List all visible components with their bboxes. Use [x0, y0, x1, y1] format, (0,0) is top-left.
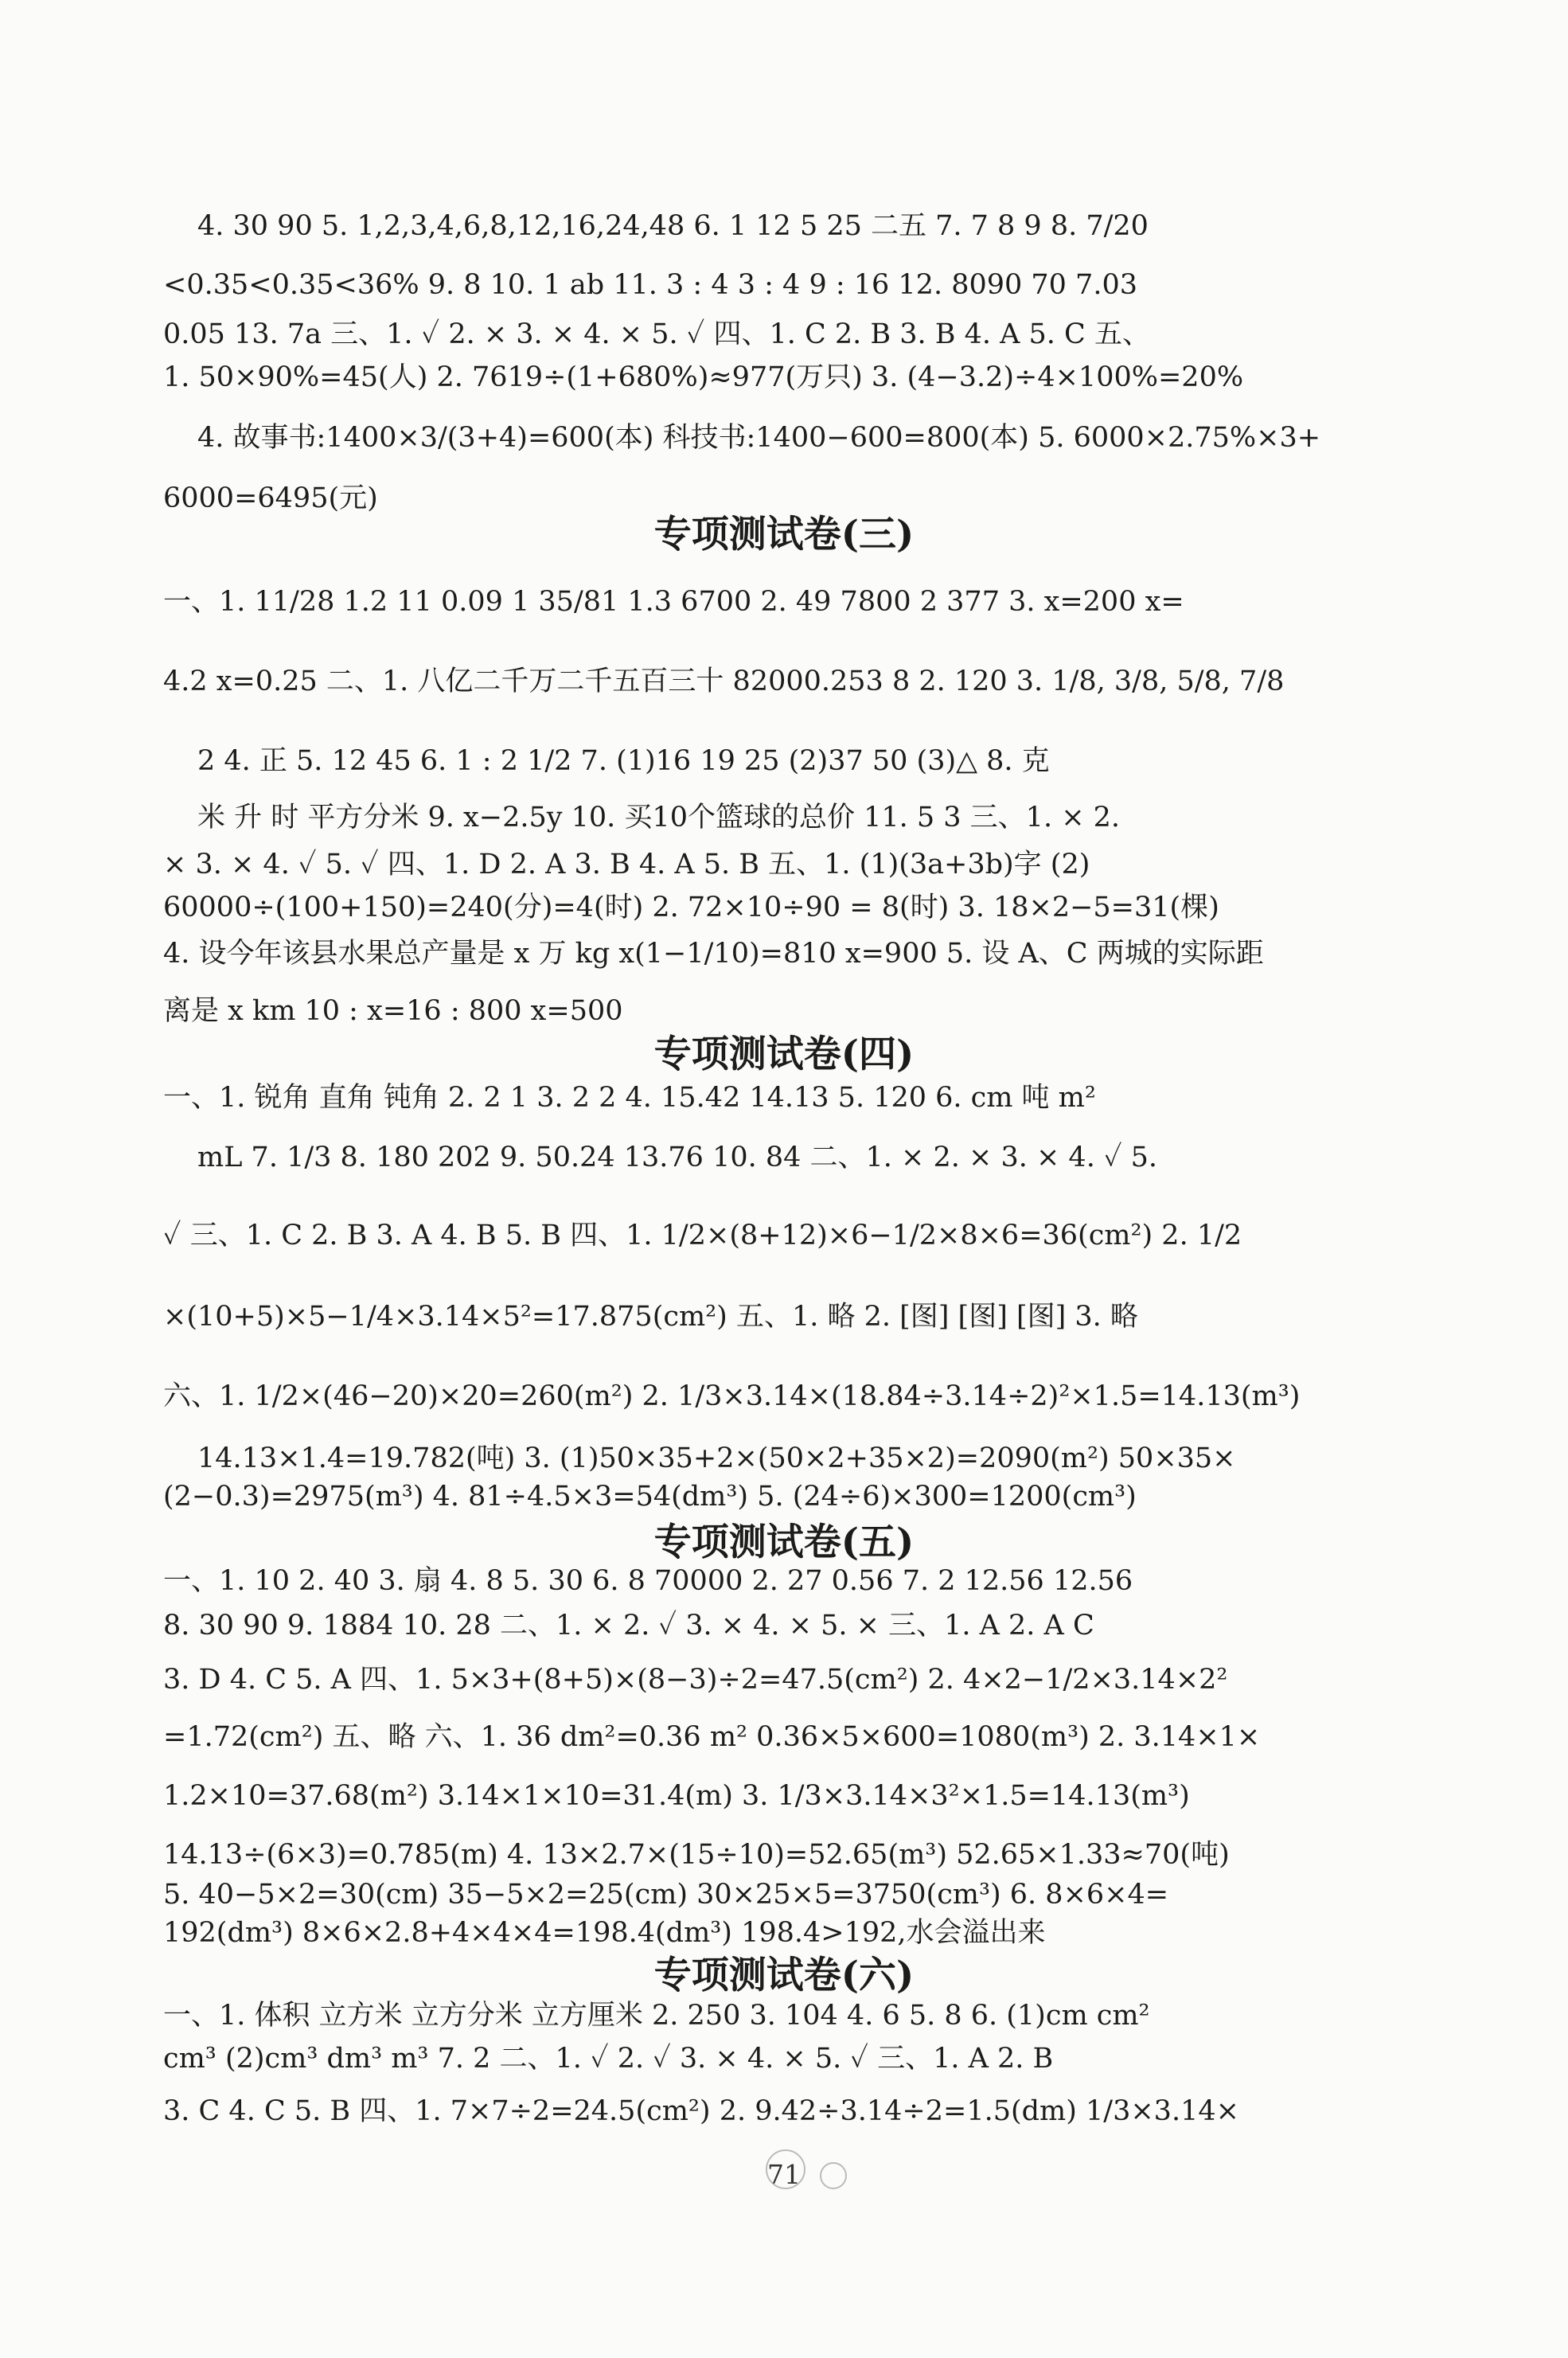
answer-line: 2 4. 正 5. 12 45 6. 1 : 2 1/2 7. (1)16 19 25 (2)37 50 (3)△ 8. 克 [197, 745, 1050, 777]
answer-line: ✓ 三、1. C 2. B 3. A 4. B 5. B 四、1. 1/2×(8+12)×6−1/2×8×6=36(cm²) 2. 1/2 [163, 1220, 1242, 1251]
answer-line: ×(10+5)×5−1/4×3.14×5²=17.875(cm²) 五、1. 略 2. [图] [图] [图] 3. 略 [163, 1301, 1138, 1333]
answer-line: 8. 30 90 9. 1884 10. 28 二、1. × 2. ✓ 3. × 4. × 5. × 三、1. A 2. A C [163, 1610, 1094, 1642]
answer-line: 一、1. 体积 立方米 立方分米 立方厘米 2. 250 3. 104 4. 6 5. 8 6. (1)cm cm² [163, 2000, 1150, 2032]
page-number: 71 [767, 2159, 801, 2190]
section-title: 专项测试卷(五) [653, 1521, 915, 1564]
answer-line: =1.72(cm²) 五、略 六、1. 36 dm²=0.36 m² 0.36×5×600=1080(m³) 2. 3.14×1× [163, 1721, 1261, 1753]
section-title: 专项测试卷(六) [653, 1954, 915, 1997]
answer-line: (2−0.3)=2975(m³) 4. 81÷4.5×3=54(dm³) 5. (24÷6)×300=1200(cm³) [163, 1481, 1137, 1513]
answer-line: 1.2×10=37.68(m²) 3.14×1×10=31.4(m) 3. 1/3×3.14×3²×1.5=14.13(m³) [163, 1780, 1190, 1812]
answer-line: cm³ (2)cm³ dm³ m³ 7. 2 二、1. ✓ 2. ✓ 3. × 4. × 5. ✓ 三、1. A 2. B [163, 2043, 1054, 2075]
answer-line: 6000=6495(元) [163, 482, 378, 514]
answer-line: 14.13÷(6×3)=0.785(m) 4. 13×2.7×(15÷10)=52.65(m³) 52.65×1.33≈70(吨) [163, 1839, 1230, 1871]
section-title: 专项测试卷(三) [653, 513, 915, 556]
answer-line: 米 升 时 平方分米 9. x−2.5y 10. 买10个篮球的总价 11. 5 3 三、1. × 2. [197, 802, 1121, 833]
answer-line: <0.35<0.35<36% 9. 8 10. 1 ab 11. 3 : 4 3 : 4 9 : 16 12. 8090 70 7.03 [163, 269, 1137, 301]
answer-line: 192(dm³) 8×6×2.8+4×4×4=198.4(dm³) 198.4>192,水会溢出来 [163, 1917, 1046, 1949]
answer-line: 1. 50×90%=45(人) 2. 7619÷(1+680%)≈977(万只) 3. (4−3.2)÷4×100%=20% [163, 361, 1244, 393]
answer-line: 一、1. 锐角 直角 钝角 2. 2 1 3. 2 2 4. 15.42 14.13 5. 120 6. cm 吨 m² [163, 1082, 1096, 1114]
answer-line: × 3. × 4. ✓ 5. ✓ 四、1. D 2. A 3. B 4. A 5. B 五、1. (1)(3a+3b)字 (2) [163, 849, 1090, 880]
answer-line: 4. 故事书:1400×3/(3+4)=600(本) 科技书:1400−600=800(本) 5. 6000×2.75%×3+ [197, 422, 1321, 454]
answer-line: 3. C 4. C 5. B 四、1. 7×7÷2=24.5(cm²) 2. 9.42÷3.14÷2=1.5(dm) 1/3×3.14× [163, 2095, 1239, 2127]
answer-line: 60000÷(100+150)=240(分)=4(时) 2. 72×10÷90 = 8(时) 3. 18×2−5=31(棵) [163, 892, 1219, 923]
answer-line: 一、1. 11/28 1.2 11 0.09 1 35/81 1.3 6700 2. 49 7800 2 377 3. x=200 x= [163, 586, 1184, 618]
section-title: 专项测试卷(四) [653, 1033, 915, 1076]
answer-line: mL 7. 1/3 8. 180 202 9. 50.24 13.76 10. 84 二、1. × 2. × 3. × 4. ✓ 5. [197, 1142, 1158, 1173]
answer-line: 5. 40−5×2=30(cm) 35−5×2=25(cm) 30×25×5=3750(cm³) 6. 8×6×4= [163, 1879, 1169, 1911]
answer-line: 14.13×1.4=19.782(吨) 3. (1)50×35+2×(50×2+35×2)=2090(m²) 50×35× [197, 1443, 1236, 1474]
answer-line: 4.2 x=0.25 二、1. 八亿二千万二千五百三十 82000.253 8 2. 120 3. 1/8, 3/8, 5/8, 7/8 [163, 666, 1285, 697]
answer-line: 4. 设今年该县水果总产量是 x 万 kg x(1−1/10)=810 x=900 5. 设 A、C 两城的实际距 [163, 938, 1264, 970]
answer-line: 3. D 4. C 5. A 四、1. 5×3+(8+5)×(8−3)÷2=47.5(cm²) 2. 4×2−1/2×3.14×2² [163, 1664, 1228, 1696]
answer-line: 0.05 13. 7a 三、1. ✓ 2. × 3. × 4. × 5. ✓ 四、1. C 2. B 3. B 4. A 5. C 五、 [163, 318, 1150, 350]
page-number-ornament [820, 2162, 847, 2189]
answer-line: 六、1. 1/2×(46−20)×20=260(m²) 2. 1/3×3.14×(18.84÷3.14÷2)²×1.5=14.13(m³) [163, 1380, 1301, 1412]
answer-line: 离是 x km 10 : x=16 : 800 x=500 [163, 995, 623, 1027]
answer-line: 一、1. 10 2. 40 3. 扇 4. 8 5. 30 6. 8 70000 2. 27 0.56 7. 2 12.56 12.56 [163, 1565, 1133, 1597]
answer-line: 4. 30 90 5. 1,2,3,4,6,8,12,16,24,48 6. 1 12 5 25 二五 7. 7 8 9 8. 7/20 [197, 210, 1149, 242]
